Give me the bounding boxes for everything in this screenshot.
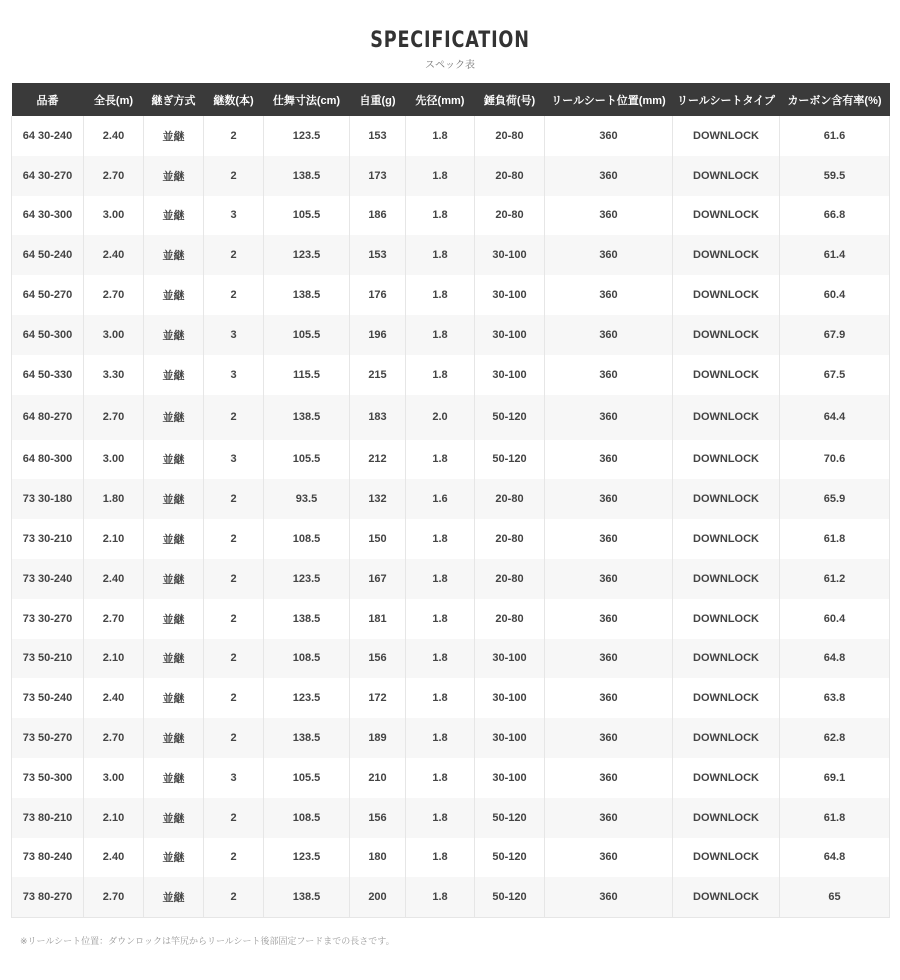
table-cell: 並継	[144, 758, 204, 798]
table-cell: 66.8	[780, 196, 890, 236]
table-cell: 並継	[144, 599, 204, 639]
table-cell: DOWNLOCK	[673, 877, 780, 917]
table-cell: 73 30-180	[12, 479, 84, 519]
table-cell: 63.8	[780, 678, 890, 718]
table-cell: 2	[204, 877, 264, 917]
table-cell: 3.30	[84, 355, 144, 395]
table-cell: 360	[545, 758, 673, 798]
table-cell: DOWNLOCK	[673, 599, 780, 639]
table-cell: 65.9	[780, 479, 890, 519]
table-cell: 60.4	[780, 599, 890, 639]
table-row	[12, 718, 890, 758]
table-cell: 153	[350, 235, 406, 275]
table-cell: 138.5	[264, 156, 350, 196]
table-cell: 61.8	[780, 519, 890, 559]
table-cell: 360	[545, 116, 673, 156]
table-cell: DOWNLOCK	[673, 758, 780, 798]
table-cell: 1.80	[84, 479, 144, 519]
table-cell: 73 30-240	[12, 559, 84, 599]
table-cell: 並継	[144, 877, 204, 917]
table-cell: 30-100	[475, 275, 545, 315]
table-cell: 173	[350, 156, 406, 196]
table-cell: 360	[545, 519, 673, 559]
table-cell: 105.5	[264, 758, 350, 798]
table-cell: 73 80-210	[12, 798, 84, 838]
table-row	[12, 599, 890, 639]
table-cell: 2.10	[84, 519, 144, 559]
table-cell: 2	[204, 559, 264, 599]
table-cell: 2.10	[84, 798, 144, 838]
table-cell: 2.70	[84, 599, 144, 639]
table-row	[12, 235, 890, 275]
page-title: SPECIFICATION	[370, 28, 530, 53]
table-cell: DOWNLOCK	[673, 315, 780, 355]
table-cell: 20-80	[475, 479, 545, 519]
table-cell: 73 80-240	[12, 838, 84, 878]
table-cell: 360	[545, 196, 673, 236]
column-header: 継ぎ方式	[144, 83, 204, 116]
table-cell: 105.5	[264, 315, 350, 355]
column-header: 品番	[12, 83, 84, 116]
table-cell: 64 80-300	[12, 440, 84, 480]
table-cell: 並継	[144, 559, 204, 599]
table-cell: 1.6	[406, 479, 475, 519]
table-row	[12, 519, 890, 559]
spec-table	[11, 83, 890, 918]
table-cell: 2.40	[84, 116, 144, 156]
table-cell: 30-100	[475, 678, 545, 718]
table-cell: 並継	[144, 479, 204, 519]
table-cell: 167	[350, 559, 406, 599]
table-cell: 70.6	[780, 440, 890, 480]
table-cell: 61.6	[780, 116, 890, 156]
table-cell: 1.8	[406, 838, 475, 878]
table-cell: 196	[350, 315, 406, 355]
table-cell: 123.5	[264, 678, 350, 718]
column-header: 仕舞寸法(cm)	[264, 83, 350, 116]
table-cell: 2	[204, 156, 264, 196]
table-cell: 65	[780, 877, 890, 917]
table-cell: 2.70	[84, 718, 144, 758]
column-header: リールシート位置(mm)	[545, 83, 673, 116]
table-cell: 360	[545, 315, 673, 355]
table-cell: 180	[350, 838, 406, 878]
table-cell: 1.8	[406, 678, 475, 718]
table-cell: DOWNLOCK	[673, 235, 780, 275]
table-cell: 50-120	[475, 838, 545, 878]
table-cell: 2.0	[406, 395, 475, 440]
table-cell: 73 50-270	[12, 718, 84, 758]
table-cell: DOWNLOCK	[673, 559, 780, 599]
table-cell: 並継	[144, 355, 204, 395]
table-cell: 210	[350, 758, 406, 798]
table-cell: 64 30-300	[12, 196, 84, 236]
table-cell: 30-100	[475, 315, 545, 355]
column-header: リールシートタイプ	[673, 83, 780, 116]
table-row	[12, 639, 890, 679]
table-row	[12, 116, 890, 156]
table-cell: 108.5	[264, 798, 350, 838]
table-cell: 73 30-270	[12, 599, 84, 639]
table-cell: 3	[204, 315, 264, 355]
table-row	[12, 275, 890, 315]
table-cell: 150	[350, 519, 406, 559]
table-cell: 360	[545, 559, 673, 599]
page-subtitle: スペック表	[425, 60, 475, 71]
table-cell: 20-80	[475, 519, 545, 559]
table-cell: 1.8	[406, 235, 475, 275]
table-row	[12, 395, 890, 440]
footnote: ※リールシート位置：ダウンロックは竿尻からリールシート後部固定フードまでの長さです。	[20, 936, 395, 946]
table-cell: 2	[204, 275, 264, 315]
table-cell: 並継	[144, 315, 204, 355]
table-cell: 3.00	[84, 758, 144, 798]
table-cell: 3	[204, 196, 264, 236]
table-cell: 2.40	[84, 838, 144, 878]
table-cell: 1.8	[406, 156, 475, 196]
table-row	[12, 798, 890, 838]
table-cell: 360	[545, 479, 673, 519]
table-cell: 64.4	[780, 395, 890, 440]
table-cell: 2.70	[84, 395, 144, 440]
table-cell: 123.5	[264, 559, 350, 599]
table-cell: 105.5	[264, 196, 350, 236]
table-cell: 156	[350, 639, 406, 679]
header-row	[12, 83, 890, 116]
table-cell: 2.10	[84, 639, 144, 679]
table-cell: 1.8	[406, 877, 475, 917]
table-cell: 3	[204, 355, 264, 395]
table-cell: 1.8	[406, 718, 475, 758]
table-cell: 64 50-330	[12, 355, 84, 395]
table-cell: 30-100	[475, 355, 545, 395]
table-cell: 30-100	[475, 639, 545, 679]
table-cell: 2	[204, 479, 264, 519]
table-cell: 360	[545, 639, 673, 679]
column-header: 自重(g)	[350, 83, 406, 116]
table-cell: 並継	[144, 519, 204, 559]
column-header: 先径(mm)	[406, 83, 475, 116]
table-cell: 108.5	[264, 519, 350, 559]
table-cell: 50-120	[475, 395, 545, 440]
table-cell: 61.8	[780, 798, 890, 838]
table-cell: 3.00	[84, 196, 144, 236]
table-cell: 73 50-210	[12, 639, 84, 679]
table-cell: 360	[545, 440, 673, 480]
table-cell: 2	[204, 519, 264, 559]
table-cell: 2.70	[84, 275, 144, 315]
table-cell: 2	[204, 678, 264, 718]
table-cell: 3.00	[84, 315, 144, 355]
table-cell: 並継	[144, 440, 204, 480]
table-row	[12, 156, 890, 196]
table-cell: 1.8	[406, 440, 475, 480]
table-row	[12, 559, 890, 599]
table-cell: 123.5	[264, 116, 350, 156]
table-cell: 189	[350, 718, 406, 758]
table-cell: 並継	[144, 196, 204, 236]
table-cell: DOWNLOCK	[673, 718, 780, 758]
table-cell: 64 50-300	[12, 315, 84, 355]
table-row	[12, 479, 890, 519]
table-cell: 360	[545, 599, 673, 639]
table-cell: 360	[545, 235, 673, 275]
table-row	[12, 877, 890, 917]
column-header: 継数(本)	[204, 83, 264, 116]
table-cell: 360	[545, 718, 673, 758]
table-cell: 3	[204, 440, 264, 480]
table-cell: 2.40	[84, 678, 144, 718]
table-cell: 64 50-270	[12, 275, 84, 315]
table-cell: 2.70	[84, 156, 144, 196]
table-cell: 69.1	[780, 758, 890, 798]
table-cell: 360	[545, 877, 673, 917]
table-cell: DOWNLOCK	[673, 519, 780, 559]
table-cell: 2.70	[84, 877, 144, 917]
table-cell: 360	[545, 798, 673, 838]
table-cell: 1.8	[406, 639, 475, 679]
table-cell: 183	[350, 395, 406, 440]
table-cell: 138.5	[264, 275, 350, 315]
table-row	[12, 355, 890, 395]
table-cell: 50-120	[475, 877, 545, 917]
table-cell: 62.8	[780, 718, 890, 758]
table-cell: 20-80	[475, 156, 545, 196]
table-cell: 20-80	[475, 559, 545, 599]
table-cell: 20-80	[475, 116, 545, 156]
table-cell: 1.8	[406, 559, 475, 599]
table-cell: 30-100	[475, 718, 545, 758]
table-row	[12, 678, 890, 718]
table-cell: 60.4	[780, 275, 890, 315]
table-cell: DOWNLOCK	[673, 196, 780, 236]
table-cell: 215	[350, 355, 406, 395]
table-cell: 64.8	[780, 838, 890, 878]
table-cell: 1.8	[406, 798, 475, 838]
table-cell: 並継	[144, 275, 204, 315]
table-cell: 2	[204, 798, 264, 838]
table-cell: 並継	[144, 798, 204, 838]
table-cell: 並継	[144, 718, 204, 758]
table-cell: 360	[545, 355, 673, 395]
table-cell: 73 50-240	[12, 678, 84, 718]
table-cell: 1.8	[406, 519, 475, 559]
table-cell: 50-120	[475, 440, 545, 480]
table-cell: DOWNLOCK	[673, 275, 780, 315]
table-cell: 並継	[144, 395, 204, 440]
table-cell: DOWNLOCK	[673, 639, 780, 679]
table-cell: 64 30-270	[12, 156, 84, 196]
table-cell: 138.5	[264, 718, 350, 758]
table-cell: 1.8	[406, 355, 475, 395]
table-cell: 1.8	[406, 315, 475, 355]
table-cell: 並継	[144, 116, 204, 156]
table-row	[12, 196, 890, 236]
table-cell: 並継	[144, 235, 204, 275]
table-cell: 138.5	[264, 395, 350, 440]
table-cell: 132	[350, 479, 406, 519]
column-header: 全長(m)	[84, 83, 144, 116]
table-cell: 並継	[144, 678, 204, 718]
table-cell: 並継	[144, 639, 204, 679]
table-cell: 61.4	[780, 235, 890, 275]
table-cell: 123.5	[264, 235, 350, 275]
table-cell: DOWNLOCK	[673, 440, 780, 480]
table-cell: 2	[204, 395, 264, 440]
table-cell: 123.5	[264, 838, 350, 878]
table-cell: 2	[204, 235, 264, 275]
table-cell: 並継	[144, 156, 204, 196]
table-cell: 30-100	[475, 235, 545, 275]
table-cell: 64 80-270	[12, 395, 84, 440]
table-cell: 360	[545, 678, 673, 718]
table-cell: 156	[350, 798, 406, 838]
table-cell: DOWNLOCK	[673, 355, 780, 395]
table-cell: DOWNLOCK	[673, 678, 780, 718]
table-cell: DOWNLOCK	[673, 479, 780, 519]
table-cell: 2	[204, 599, 264, 639]
table-cell: 2.40	[84, 559, 144, 599]
table-cell: 67.9	[780, 315, 890, 355]
table-cell: 1.8	[406, 196, 475, 236]
table-cell: 64 30-240	[12, 116, 84, 156]
table-cell: 1.8	[406, 599, 475, 639]
table-cell: 64.8	[780, 639, 890, 679]
table-cell: DOWNLOCK	[673, 395, 780, 440]
table-cell: DOWNLOCK	[673, 156, 780, 196]
column-header: 錘負荷(号)	[475, 83, 545, 116]
table-cell: 2	[204, 838, 264, 878]
table-cell: 186	[350, 196, 406, 236]
table-row	[12, 315, 890, 355]
table-cell: 2	[204, 116, 264, 156]
table-cell: 360	[545, 275, 673, 315]
table-cell: 200	[350, 877, 406, 917]
table-cell: 1.8	[406, 116, 475, 156]
table-cell: 176	[350, 275, 406, 315]
table-cell: 50-120	[475, 798, 545, 838]
table-cell: 212	[350, 440, 406, 480]
table-cell: 138.5	[264, 877, 350, 917]
table-cell: 93.5	[264, 479, 350, 519]
table-cell: 並継	[144, 838, 204, 878]
table-row	[12, 838, 890, 878]
table-cell: DOWNLOCK	[673, 798, 780, 838]
table-row	[12, 758, 890, 798]
table-cell: 105.5	[264, 440, 350, 480]
table-cell: 2.40	[84, 235, 144, 275]
table-cell: 360	[545, 156, 673, 196]
table-cell: 153	[350, 116, 406, 156]
table-cell: 73 50-300	[12, 758, 84, 798]
table-cell: 30-100	[475, 758, 545, 798]
table-cell: 20-80	[475, 599, 545, 639]
table-cell: 1.8	[406, 275, 475, 315]
table-cell: 115.5	[264, 355, 350, 395]
table-cell: 360	[545, 838, 673, 878]
table-cell: 67.5	[780, 355, 890, 395]
table-cell: 138.5	[264, 599, 350, 639]
table-cell: DOWNLOCK	[673, 116, 780, 156]
table-cell: 108.5	[264, 639, 350, 679]
table-cell: 360	[545, 395, 673, 440]
table-cell: 2	[204, 639, 264, 679]
table-cell: 1.8	[406, 758, 475, 798]
table-cell: 59.5	[780, 156, 890, 196]
table-cell: 73 30-210	[12, 519, 84, 559]
table-cell: 73 80-270	[12, 877, 84, 917]
table-cell: 172	[350, 678, 406, 718]
table-cell: 61.2	[780, 559, 890, 599]
table-cell: 181	[350, 599, 406, 639]
table-cell: 3.00	[84, 440, 144, 480]
table-cell: 64 50-240	[12, 235, 84, 275]
table-cell: 2	[204, 718, 264, 758]
table-cell: DOWNLOCK	[673, 838, 780, 878]
table-cell: 20-80	[475, 196, 545, 236]
table-cell: 3	[204, 758, 264, 798]
table-row	[12, 440, 890, 480]
column-header: カーボン含有率(%)	[780, 83, 890, 116]
